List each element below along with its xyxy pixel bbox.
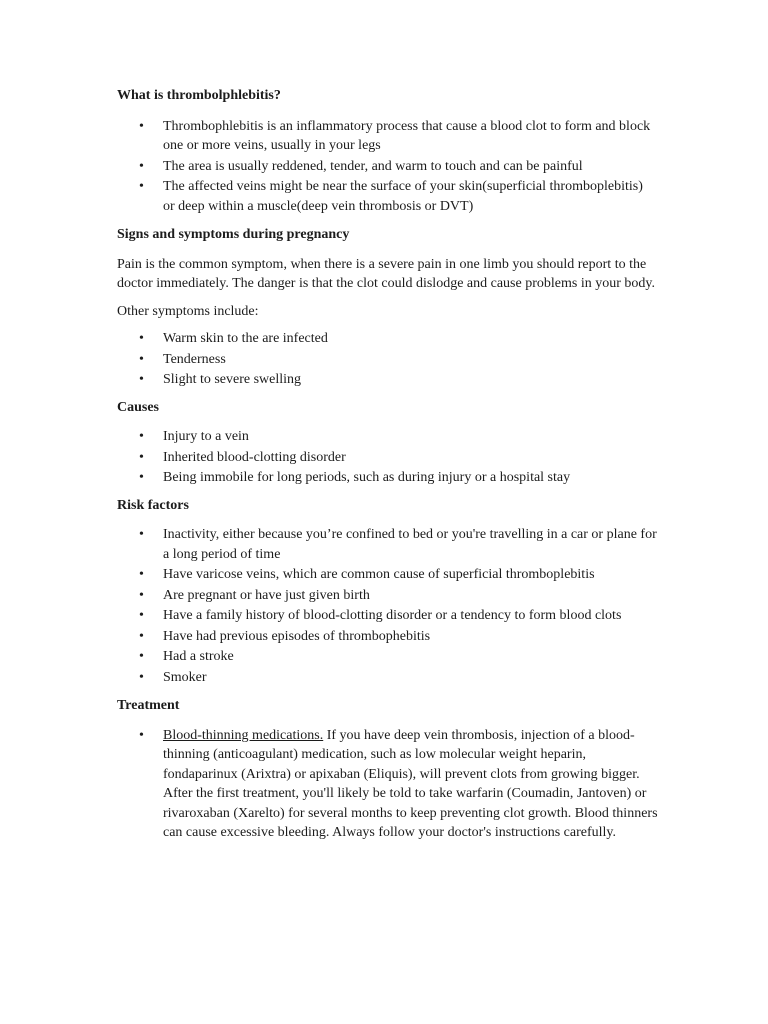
list-item: • The affected veins might be near the surface of your skin(superficial thromboplebitis) or deep within a muscle(deep vein thrombosis or DVT) <box>117 177 658 216</box>
heading-risk-factors: Risk factors <box>117 497 189 513</box>
list-item: • Inherited blood-clotting disorder <box>117 448 658 468</box>
list-item <box>117 726 658 843</box>
treatment-list <box>117 726 658 843</box>
treatment-text: If you have deep vein thrombosis, injection of a blood-thinning (anticoagulant) medication, such as low molecular weight heparin, fondaparinux (Arixtra) or apixaban (Eliquis), will prevent clots from growing bigger. After the first treatment, you'll likely be told to take warfarin (Coumadin, Jantoven) or rivaroxaban (Xarelto) for several months to keep preventing clot growth. Blood thinners can cause excessive bleeding. Always follow your doctor's instructions carefully. <box>163 727 658 840</box>
paragraph-other-symptoms: Other symptoms include: <box>117 303 259 319</box>
list-item: • Smoker <box>117 668 658 688</box>
paragraph-pain: Pain is the common symptom, when there is a severe pain in one limb you should report to the doctor immediately. The danger is that the clot could dislodge and cause problems in your body. <box>117 256 655 291</box>
causes-list <box>117 427 658 488</box>
symptoms-list <box>117 329 658 390</box>
risk-factors-list <box>117 525 658 687</box>
heading-signs-symptoms: Signs and symptoms during pregnancy <box>117 227 350 242</box>
heading-treatment: Treatment <box>117 698 180 713</box>
treatment-link[interactable]: Blood-thinning medications. <box>163 727 324 743</box>
list-item: • Warm skin to the are infected <box>117 329 658 349</box>
list-item: • The area is usually reddened, tender, and warm to touch and can be painful <box>117 157 658 177</box>
list-item: • Slight to severe swelling <box>117 370 658 390</box>
list-item: • Being immobile for long periods, such as during injury or a hospital stay <box>117 468 658 488</box>
list-item: • Have varicose veins, which are common cause of superficial thromboplebitis <box>117 565 658 585</box>
heading-what-is: What is thrombolphlebitis? <box>117 88 281 103</box>
list-item: • Inactivity, either because you’re confined to bed or you're travelling in a car or plane for a long period of time <box>117 525 658 564</box>
list-item: • Have had previous episodes of thrombophebitis <box>117 627 658 647</box>
definition-list <box>117 117 658 217</box>
heading-causes: Causes <box>117 399 160 415</box>
list-item: • Are pregnant or have just given birth <box>117 586 658 606</box>
list-item: • Had a stroke <box>117 647 658 667</box>
list-item: • Tenderness <box>117 350 658 370</box>
list-item: • Injury to a vein <box>117 427 658 447</box>
list-item: • Have a family history of blood-clotting disorder or a tendency to form blood clots <box>117 606 658 626</box>
list-item: • Thrombophlebitis is an inflammatory process that cause a blood clot to form and block one or more veins, usually in your legs <box>117 117 658 156</box>
